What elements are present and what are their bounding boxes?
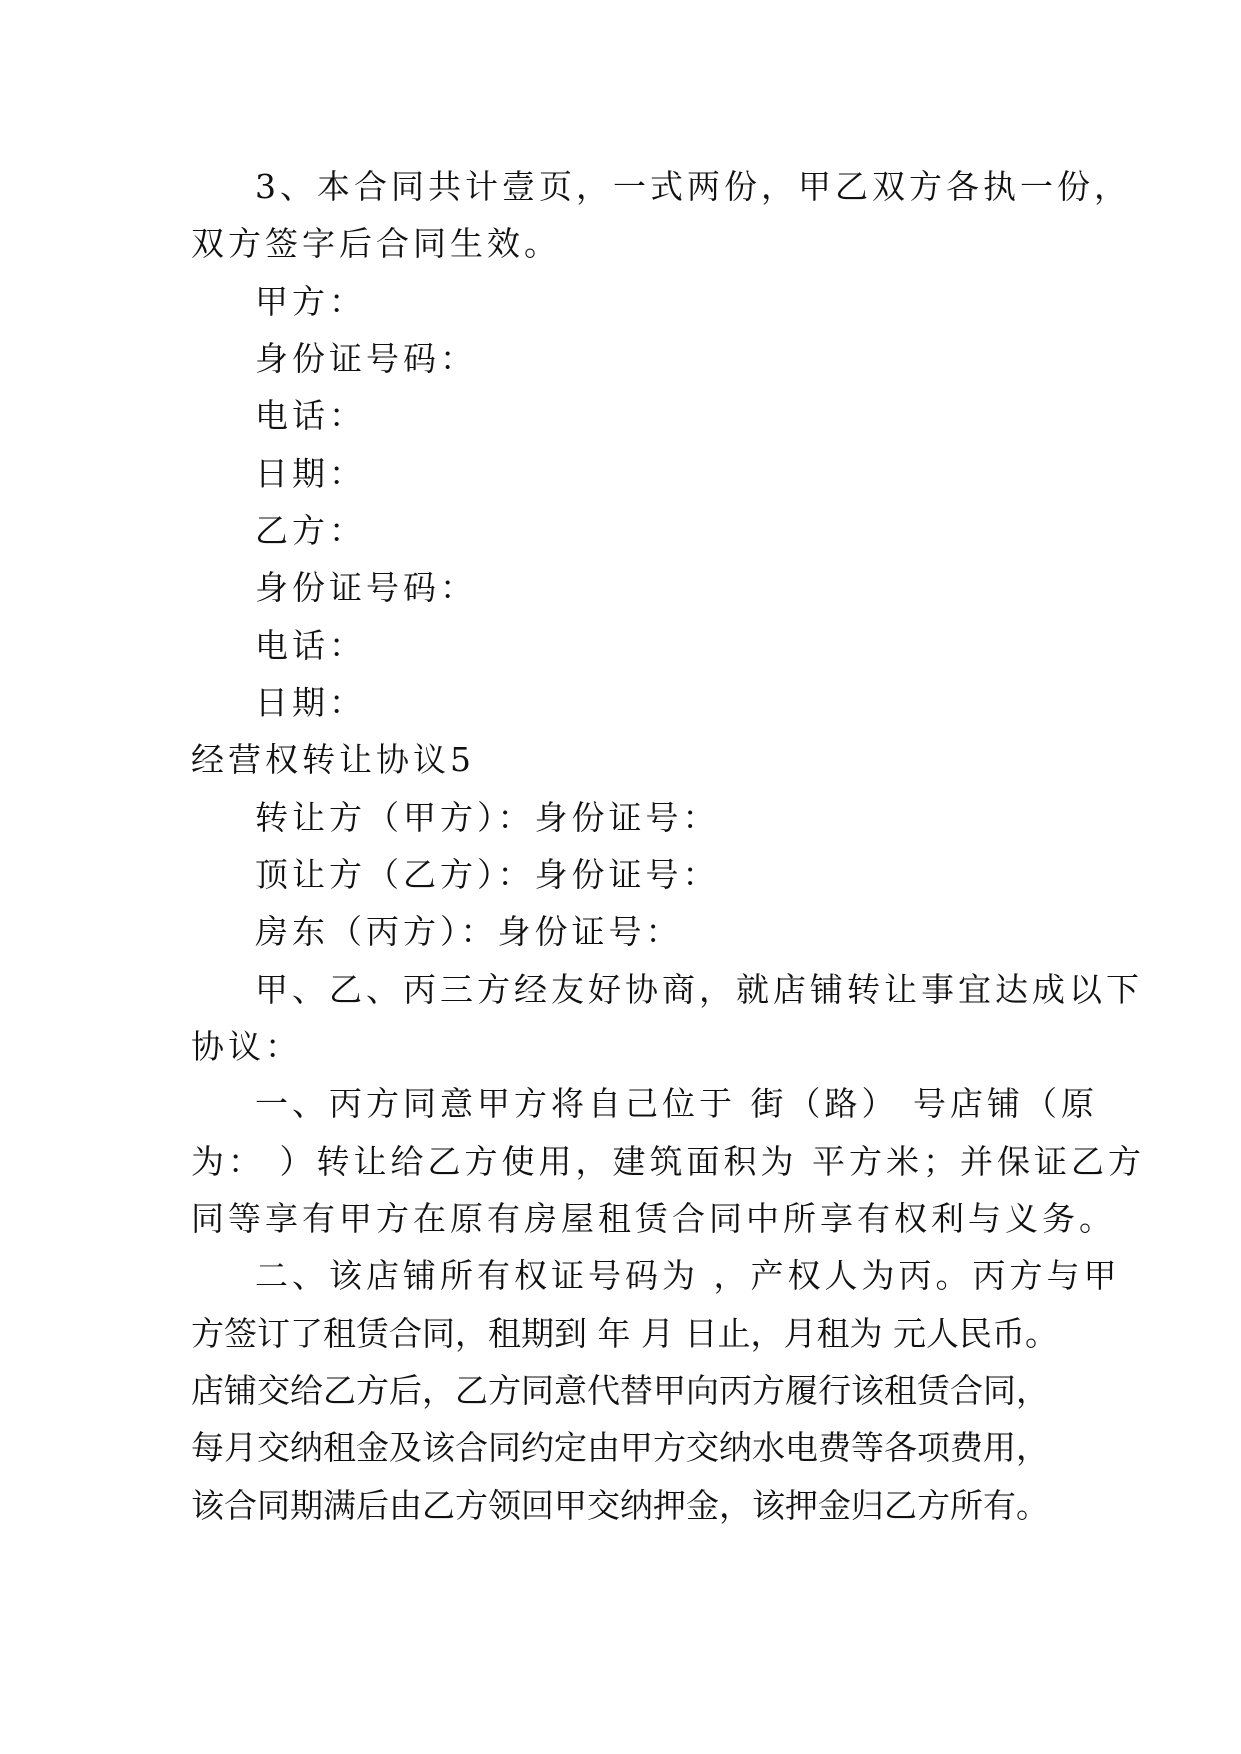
- signature-field-label: 日期：: [255, 454, 366, 493]
- signature-field-label: 身份证号码：: [255, 339, 477, 378]
- paragraph-line: 方签订了租赁合同，租期到 年 月 日止，月租为 元人民币。: [191, 1314, 1058, 1353]
- paragraph-line: 为： ）转让给乙方使用，建筑面积为 平方米；并保证乙方: [191, 1142, 1145, 1181]
- paragraph-line: 协议：: [191, 1027, 302, 1066]
- signature-field-label: 乙方：: [255, 511, 366, 550]
- paragraph-line: 每月交纳租金及该合同约定由甲方交纳水电费等各项费用，: [191, 1428, 1049, 1467]
- paragraph-line: 同等享有甲方在原有房屋租赁合同中所享有权利与义务。: [191, 1199, 1116, 1238]
- paragraph-line: 一、丙方同意甲方将自己位于 街（路） 号店铺（原: [255, 1084, 1098, 1123]
- paragraph-line: 3、本合同共计壹页，一式两份，甲乙双方各执一份，: [255, 167, 1131, 206]
- signature-field-label: 身份证号码：: [255, 568, 477, 607]
- paragraph-line: 该合同期满后由乙方领回甲交纳押金，该押金归乙方所有。: [191, 1486, 1049, 1525]
- signature-field-label: 日期：: [255, 683, 366, 722]
- signature-field-label: 电话：: [255, 396, 366, 435]
- section-title: 经营权转让协议5: [191, 740, 475, 779]
- party-label: 顶让方（乙方）：身份证号：: [255, 855, 720, 894]
- paragraph-line: 店铺交给乙方后，乙方同意代替甲向丙方履行该租赁合同，: [191, 1371, 1049, 1410]
- party-label: 转让方（甲方）：身份证号：: [255, 798, 720, 837]
- signature-field-label: 电话：: [255, 626, 366, 665]
- paragraph-line: 二、该店铺所有权证号码为 ，产权人为丙。丙方与甲: [255, 1256, 1121, 1295]
- paragraph-line: 双方签字后合同生效。: [191, 224, 561, 263]
- paragraph-line: 甲、乙、丙三方经友好协商，就店铺转让事宜达成以下: [255, 970, 1143, 1009]
- party-label: 房东（丙方）：身份证号：: [255, 912, 683, 951]
- signature-field-label: 甲方：: [255, 282, 366, 321]
